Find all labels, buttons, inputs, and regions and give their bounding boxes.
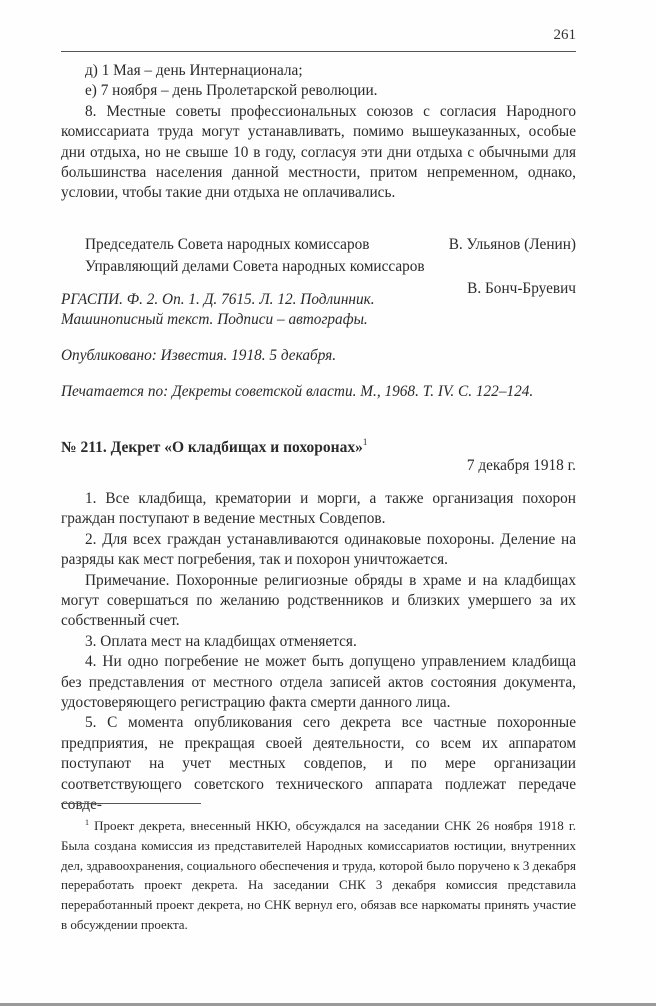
document-date: 7 декабря 1918 г. [466,457,576,474]
previous-decree-continuation [61,61,576,204]
paragraph-note: Примечание. Похоронные религиозные обряды в храме и на кладбищах могут совершаться по желанию родственников и близких умершего за их собственный счет. [61,571,576,630]
manager-title: Управляющий делами Совета народных комиссаров [85,258,425,275]
paragraph: 1. Все кладбища, крематории и морги, а также организация похорон граждан поступают в ведение местных Совдепов. [61,490,576,528]
archive-line-2: Машинописный текст. Подписи – автографы. [61,311,368,329]
footnote-rule [61,803,201,804]
page-number: 261 [553,27,576,43]
paragraph: е) 7 ноября – день Пролетарской революции. [85,82,378,100]
document-title: № 211. Декрет «О кладбищах и похоронах»$^1$ [61,437,368,456]
chair-title: Председатель Совета народных комиссаров [85,236,370,253]
manager-name: В. Бонч-Бруевич [467,280,576,297]
chair-name: В. Ульянов (Ленин) [448,236,576,253]
header-rule [61,51,576,52]
decree-body [61,489,576,816]
footnote-text: Проект декрета, внесенный НКЮ, обсуждался на заседании СНК 26 ноября 1918 г. Была создана комиссия из представителей Народных комиссариатов юстиции, внутренних дел, здравоохранения, социального обеспечения и труда, которой было поручено к 3 декабря переработать проект декрета. На заседании СНК 3 декабря комиссия представила переработанный проект декрета, но СНК вернул его, обязав все наркоматы принять участие в обсуждении проекта. [61,818,576,932]
footnote [61,813,576,935]
paragraph: 4. Ни одно погребение не может быть допущено управлением кладбища без представления от местного отдела записей актов состояния документа, удостоверяющего регистрацию факта смерти данного лица. [61,653,576,712]
paragraph: 8. Местные советы профессиональных союзов с согласия Народного комиссариата труда могут устанавливать, помимо вышеуказанных, особые дни отдыха, но не свыше 10 в году, согласуя эти дни отдыха с обычными для большинства населения данной местности, притом непременном, однако, условии, чтобы такие дни отдыха не оплачивались. [61,102,576,202]
paragraph: д) 1 Мая – день Интернационала; [85,62,303,79]
printed-from-note: Печатается по: Декреты советской власти. М., 1968. Т. IV. С. 122–124. [61,383,534,400]
paragraph: 5. С момента опубликования сего декрета все частные похоронные предприятия, не прекращая своей деятельности, со всем их аппаратом поступают на учет местных совдепов, и по мере организации соответствующего советского технического аппарата подлежат передаче совде- [61,714,576,814]
archive-line-1: РГАСПИ. Ф. 2. Оп. 1. Д. 7615. Л. 12. Подлинник. [61,291,375,308]
footnote-marker[interactable]: 1 [362,437,368,447]
paragraph: 2. Для всех граждан устанавливаются одинаковые похороны. Деление на разряды как мест погребения, так и похорон уничтожается. [61,530,576,569]
published-note: Опубликовано: Известия. 1918. 5 декабря. [61,347,337,364]
paragraph: 3. Оплата мест на кладбищах отменяется. [85,632,357,650]
footnote-number: 1 [85,818,89,827]
archive-reference [61,290,576,331]
